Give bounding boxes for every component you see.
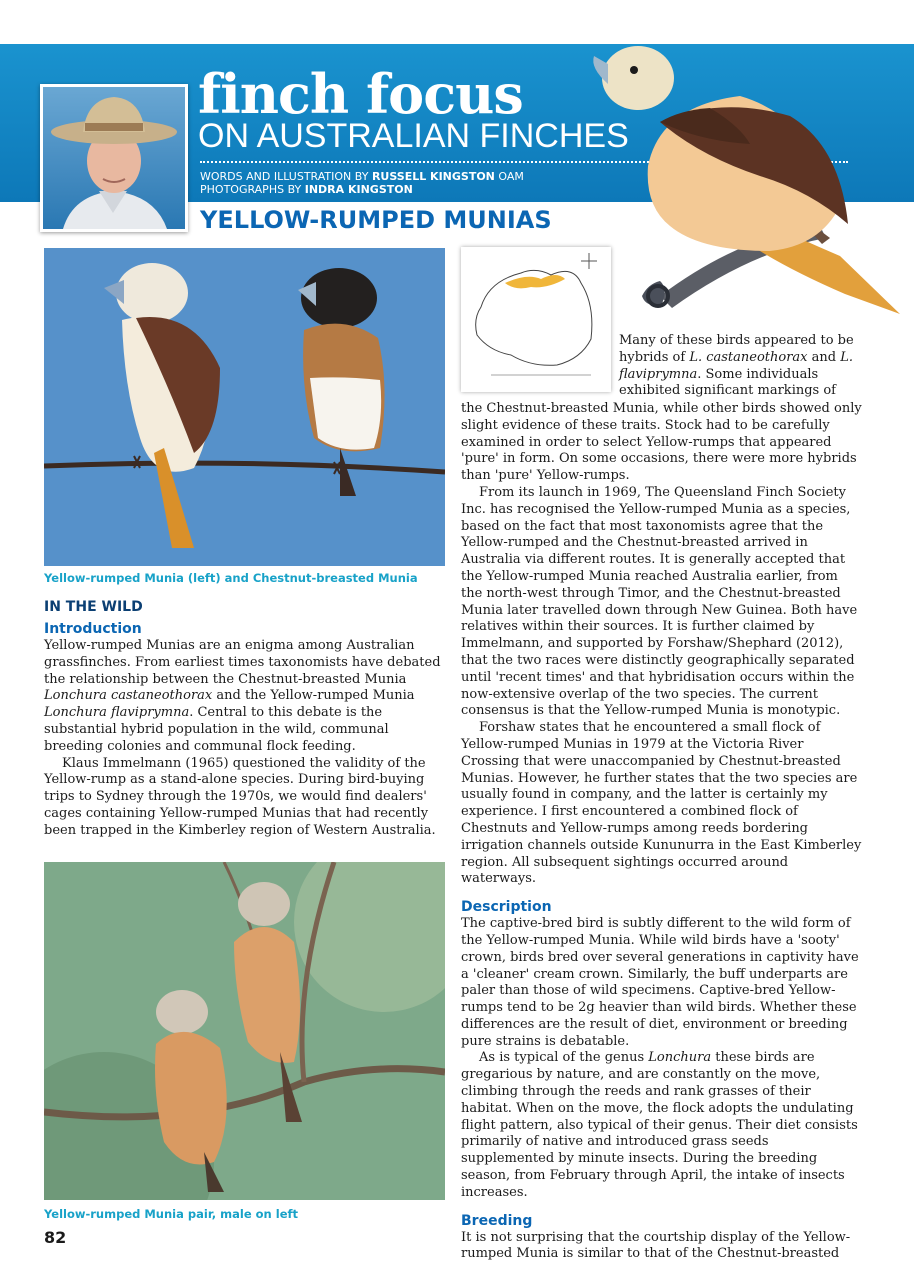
paragraph: The captive-bred bird is subtly different to the wild form of the Yellow-rumped Munia. While wild birds have a 'sooty' crown, birds bred over several generations in captivity have a 'cleaner' cream crown. Similarly, the buff underparts are paler than those of wild specimens. Captive-bred Yellow-rumps tend to be 2g heavier than wild birds. Whether these differences are the result of diet, environment or breeding pure strains is debatable. [461, 916, 859, 1049]
paragraph: From its launch in 1969, The Queensland Finch Society Inc. has recognised the Yellow-rumped Munia as a species, based on the fact that most taxonomists agree that the Yellow-rumped and the Chestnut-breasted arrived in Australia via different routes. It is generally accepted that the Yellow-rumped Munia reached Australia earlier, from the north-west through Timor, and the Chestnut-breasted Munia later travelled down through New Guinea. Both have relatives within their sources. It is further claimed by Immelmann, and supported by Forshaw/Shephard (2012), that the two races were distinctly geographically separated until 'recent times' and that hybridisation occurs within the now-extensive overlap of the two species. The current consensus is that the Yellow-rumped Munia is monotypic. [461, 484, 858, 719]
author-portrait-image [43, 87, 185, 229]
photo-munia-pair-on-branch [44, 862, 445, 1200]
paragraph: Many of these birds appeared to be hybrids of L. castaneothorax and L. flaviprymna. Some individuals exhibited significant markings of [619, 333, 854, 399]
author-portrait [40, 84, 188, 232]
right-column [461, 401, 863, 1263]
distribution-map [461, 247, 611, 392]
page-number: 82 [44, 1228, 67, 1247]
subheading-introduction: Introduction [44, 621, 142, 637]
credit-photos: PHOTOGRAPHS BY INDRA KINGSTON [200, 183, 413, 196]
magazine-section-subtitle: ON AUSTRALIAN FINCHES [198, 117, 629, 155]
paragraph: It is not surprising that the courtship display of the Yellow-rumped Munia is similar to that of the Chestnut-breasted [461, 1229, 851, 1262]
section-heading: IN THE WILD [44, 599, 143, 615]
subheading-description: Description [461, 899, 552, 916]
article-title: YELLOW-RUMPED MUNIAS [200, 206, 552, 234]
magazine-section-title: finch focus [198, 62, 523, 126]
left-column [44, 598, 446, 840]
paragraph: As is typical of the genus Lonchura these birds are gregarious by nature, and are constantly on the move, climbing through the reeds and rank grasses of their habitat. When on the move, the flock adopts the undulating flight pattern, also typical of their genus. Their diet consists primarily of native and introduced grass seeds supplemented by minute insects. During the breeding season, from February through April, the intake of insects increases. [461, 1050, 858, 1200]
paragraph: Forshaw states that he encountered a small flock of Yellow-rumped Munias in 1979 at the Victoria River Crossing that were unaccompanied by Chestnut-breasted Munias. However, he further states that the two species are usually found in company, and the latter is certainly my experience. I first encountered a combined flock of Chestnuts and Yellow-rumps among reeds bordering irrigation channels outside Kununurra in the East Kimberley region. All subsequent sightings occurred around waterways. [461, 720, 862, 887]
paragraph: the Chestnut-breasted Munia, while other birds showed only slight evidence of these traits. Stock had to be carefully examined in order to select Yellow-rumps that appeared 'pure' in form. On some occasions, there were more hybrids than 'pure' Yellow-rumps. [461, 401, 862, 484]
subheading-breeding: Breeding [461, 1212, 533, 1229]
paragraph: Yellow-rumped Munias are an enigma among Australian grassfinches. From earliest times taxonomists have debated the relationship between the Chestnut-breasted Munia Lonchura castaneothorax and the Yellow-rumped Munia Lonchura flaviprymna. Central to this debate is the substantial hybrid population in the wild, communal breeding colonies and communal flock feeding. [44, 638, 441, 754]
photo-two-munias-on-wire [44, 248, 445, 566]
caption-bottom-photo: Yellow-rumped Munia pair, male on left [44, 1207, 298, 1221]
caption-top-photo: Yellow-rumped Munia (left) and Chestnut-breasted Munia [44, 571, 418, 585]
australia-map-icon [461, 247, 611, 392]
right-column-wrap [619, 333, 859, 400]
finch-illustration [590, 26, 910, 326]
paragraph: Klaus Immelmann (1965) questioned the validity of the Yellow-rump as a stand-alone species. During bird-buying trips to Sydney through the 1970s, we would find dealers' cages containing Yellow-rumped Munias that had recently been trapped in the Kimberley region of Western Australia. [44, 755, 436, 838]
credit-words: WORDS AND ILLUSTRATION BY RUSSELL KINGSTON OAM [200, 170, 524, 183]
